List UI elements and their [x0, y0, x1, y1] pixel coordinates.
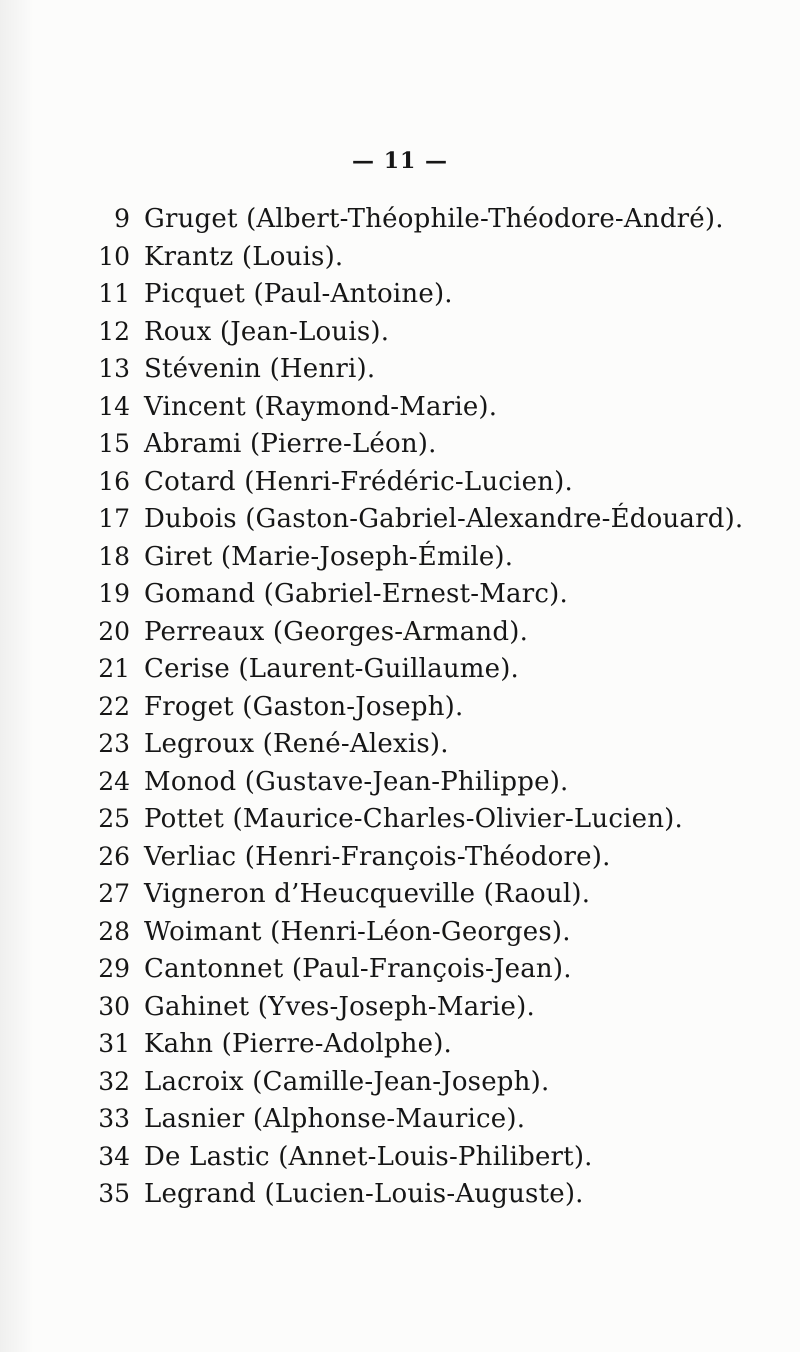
entry-name: Cotard (Henri-Frédéric-Lucien). — [144, 466, 573, 497]
entry-number: 31 — [98, 1029, 130, 1058]
entry-number: 14 — [98, 391, 130, 421]
entry-name: Dubois (Gaston-Gabriel-Alexandre-Édouard). — [144, 504, 744, 534]
list-item — [96, 1067, 743, 1105]
list-item — [96, 504, 743, 542]
entry-name: Kahn (Pierre-Adolphe). — [144, 1029, 453, 1059]
entry-number: 34 — [98, 1141, 130, 1171]
entry-name: Lacroix (Camille-Jean-Joseph). — [144, 1066, 550, 1097]
entry-name: Picquet (Paul-Antoine). — [144, 279, 453, 309]
entry-name: Gahinet (Yves-Joseph-Marie). — [144, 991, 535, 1022]
list-item — [96, 1104, 743, 1142]
entry-name: De Lastic (Annet-Louis-Philibert). — [144, 1141, 593, 1172]
entry-name: Gomand (Gabriel-Ernest-Marc). — [144, 579, 568, 609]
entry-number: 30 — [98, 991, 130, 1021]
list-item — [96, 842, 743, 880]
entry-number: 15 — [98, 429, 130, 458]
entry-name: Cantonnet (Paul-François-Jean). — [144, 954, 572, 984]
entry-name: Legroux (René-Alexis). — [144, 729, 449, 759]
entry-name: Roux (Jean-Louis). — [144, 316, 390, 347]
entry-number: 11 — [98, 279, 130, 308]
entry-number: 33 — [98, 1104, 130, 1133]
entry-number: 12 — [98, 316, 130, 346]
list-item — [96, 692, 743, 730]
entry-name: Lasnier (Alphonse-Maurice). — [144, 1104, 526, 1134]
entry-number: 32 — [98, 1066, 130, 1096]
entry-name: Giret (Marie-Joseph-Émile). — [144, 541, 514, 572]
list-item — [96, 767, 743, 805]
entry-name: Perreaux (Georges-Armand). — [144, 616, 529, 647]
entry-name: Woimant (Henri-Léon-Georges). — [144, 916, 571, 947]
entry-name: Krantz (Louis). — [144, 241, 344, 272]
page-edge-shadow — [0, 0, 34, 1352]
entry-number: 17 — [98, 504, 130, 533]
entry-name: Froget (Gaston-Joseph). — [144, 691, 464, 722]
list-item — [96, 879, 743, 917]
entry-name: Vigneron d’Heucqueville (Raoul). — [144, 879, 591, 909]
list-item — [96, 917, 743, 955]
entry-number: 19 — [98, 579, 130, 608]
entry-number: 29 — [98, 954, 130, 983]
list-item — [96, 1179, 743, 1217]
list-item — [96, 204, 743, 242]
entry-number: 18 — [98, 541, 130, 571]
list-item — [96, 954, 743, 992]
list-item — [96, 354, 743, 392]
entry-name: Vincent (Raymond-Marie). — [144, 391, 498, 422]
entry-name: Gruget (Albert-Théophile-Théodore-André). — [144, 204, 724, 234]
entry-number: 9 — [114, 204, 130, 233]
entry-number: 28 — [98, 916, 130, 946]
list-item — [96, 542, 743, 580]
list-item — [96, 654, 743, 692]
page-number: — 11 — — [352, 148, 448, 174]
list-item — [96, 242, 743, 280]
list-item — [96, 429, 743, 467]
entry-name: Cerise (Laurent-Guillaume). — [144, 654, 520, 684]
entry-number: 26 — [98, 841, 130, 871]
list-item — [96, 617, 743, 655]
entry-number: 25 — [98, 804, 130, 833]
name-list — [96, 204, 743, 1217]
list-item — [96, 317, 743, 355]
entry-name: Abrami (Pierre-Léon). — [144, 429, 437, 459]
entry-number: 22 — [98, 691, 130, 721]
entry-number: 13 — [98, 354, 130, 383]
entry-name: Verliac (Henri-François-Théodore). — [144, 841, 611, 872]
entry-name: Stévenin (Henri). — [144, 354, 376, 384]
list-item — [96, 992, 743, 1030]
list-item — [96, 1029, 743, 1067]
list-item — [96, 579, 743, 617]
list-item — [96, 804, 743, 842]
entry-number: 23 — [98, 729, 130, 758]
entry-name: Pottet (Maurice-Charles-Olivier-Lucien). — [144, 804, 683, 834]
list-item — [96, 392, 743, 430]
entry-number: 21 — [98, 654, 130, 683]
entry-number: 16 — [98, 466, 130, 496]
list-item — [96, 1142, 743, 1180]
entry-name: Legrand (Lucien-Louis-Auguste). — [144, 1179, 584, 1209]
list-item — [96, 467, 743, 505]
entry-number: 35 — [98, 1179, 130, 1208]
entry-number: 20 — [98, 616, 130, 646]
entry-number: 27 — [98, 879, 130, 908]
entry-number: 24 — [98, 766, 130, 796]
list-item — [96, 729, 743, 767]
list-item — [96, 279, 743, 317]
entry-number: 10 — [98, 241, 130, 271]
entry-name: Monod (Gustave-Jean-Philippe). — [144, 766, 569, 797]
